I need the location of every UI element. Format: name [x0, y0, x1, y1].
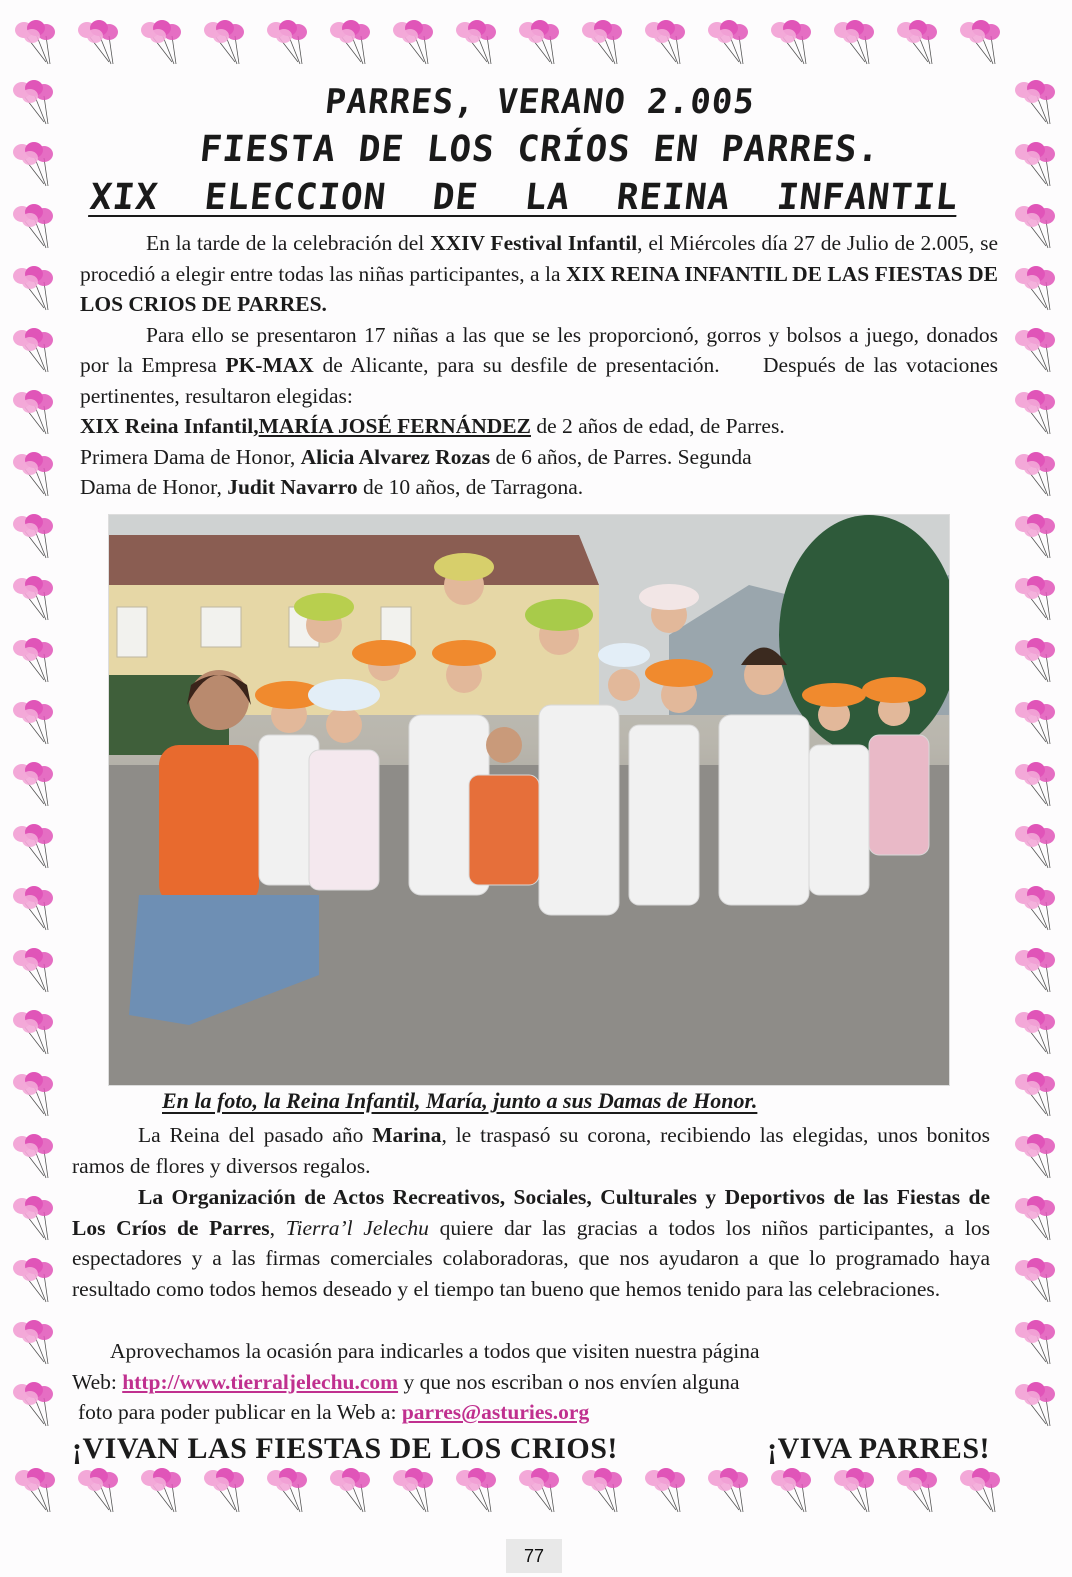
- balloon-icon: [516, 1466, 568, 1518]
- balloon-icon: [516, 18, 568, 70]
- balloon-icon: [138, 18, 190, 70]
- balloon-icon: [10, 202, 62, 254]
- balloon-icon: [1012, 1194, 1064, 1246]
- text: Dama de Honor,: [80, 475, 228, 499]
- balloon-icon: [10, 636, 62, 688]
- last-queen-name: Marina: [372, 1123, 442, 1147]
- balloon-icon: [10, 822, 62, 874]
- balloon-icon: [10, 1194, 62, 1246]
- balloon-icon: [1012, 822, 1064, 874]
- balloon-icon: [390, 1466, 442, 1518]
- title-line-1: PARRES, VERANO 2.005: [323, 82, 757, 122]
- balloon-icon: [264, 1466, 316, 1518]
- balloon-icon: [1012, 760, 1064, 812]
- text: foto para poder publicar en la Web a:: [78, 1400, 402, 1424]
- text: La Reina del pasado año: [138, 1123, 373, 1147]
- balloon-icon: [1012, 388, 1064, 440]
- dama1-name: Alicia Alvarez Rozas: [300, 444, 491, 469]
- web-paragraph: [72, 1336, 952, 1428]
- balloon-icon: [390, 18, 442, 70]
- balloon-icon: [1012, 78, 1064, 130]
- balloon-icon: [327, 18, 379, 70]
- balloon-icon: [10, 512, 62, 564]
- text: de 10 años, de Tarragona.: [357, 475, 584, 499]
- balloon-icon: [705, 1466, 757, 1518]
- balloon-icon: [138, 1466, 190, 1518]
- thanks-paragraph: [72, 1182, 990, 1304]
- page-title: [80, 78, 1000, 222]
- text: , el Miércoles día 27 de Julio de 2.005, se procedió a elegir entre todas las niñas participantes, a la: [80, 231, 998, 286]
- balloon-icon: [264, 18, 316, 70]
- balloon-icon: [642, 1466, 694, 1518]
- text: En la tarde de la celebración del: [146, 231, 431, 255]
- text: Después de las votaciones pertinentes, resultaron elegidas:: [80, 353, 998, 408]
- balloon-icon: [1012, 636, 1064, 688]
- balloon-icon: [12, 1466, 64, 1518]
- association-name: Tierra’l Jelechu: [285, 1215, 429, 1240]
- queen-label: XIX Reina Infantil,: [80, 414, 259, 438]
- text: quiere dar las gracias a todos los niños participantes, a los espectadores y a las firmas comerciales colaboradoras, que nos ayudaron a que lo programado haya resultado como todos hemos deseado y el tiempo tan bueno que hemos tenido para las celebraciones.: [72, 1215, 990, 1301]
- balloon-icon: [1012, 1318, 1064, 1370]
- balloon-icon: [10, 388, 62, 440]
- balloon-icon: [10, 1380, 62, 1432]
- text: de 2 años de edad, de Parres.: [530, 414, 785, 438]
- text: , le traspasó su corona, recibiendo las elegidas, unos bonitos ramos de flores y diversos regalos.: [72, 1123, 990, 1178]
- text: Para ello se presentaron 17 niñas a las que se les proporcionó, gorros y bolsos a juego, donados por la Empresa: [80, 322, 998, 377]
- text: Aprovechamos la ocasión para indicarles a todos que visiten nuestra página: [110, 1339, 760, 1363]
- balloon-icon: [10, 1070, 62, 1122]
- balloon-icon: [1012, 1070, 1064, 1122]
- text: de Alicante, para su desfile de presentación.: [313, 353, 720, 377]
- intro-paragraph: [80, 228, 998, 503]
- balloon-icon: [75, 1466, 127, 1518]
- photo-caption: En la foto, la Reina Infantil, María, junto a sus Damas de Honor.: [162, 1088, 758, 1113]
- balloon-icon: [453, 18, 505, 70]
- balloon-icon: [642, 18, 694, 70]
- balloon-icon: [10, 140, 62, 192]
- website-link[interactable]: http://www.tierraljelechu.com: [122, 1369, 399, 1394]
- balloon-icon: [1012, 326, 1064, 378]
- balloon-icon: [10, 1132, 62, 1184]
- balloon-icon: [10, 450, 62, 502]
- dama2-name: Judit Navarro: [227, 475, 358, 499]
- balloon-icon: [1012, 698, 1064, 750]
- balloon-icon: [75, 18, 127, 70]
- sponsor-name: PK-MAX: [225, 353, 314, 377]
- page-number: 77: [506, 1539, 562, 1573]
- balloon-icon: [1012, 1008, 1064, 1060]
- balloon-icon: [1012, 1256, 1064, 1308]
- balloon-icon: [10, 1008, 62, 1060]
- balloon-icon: [10, 698, 62, 750]
- balloon-icon: [10, 760, 62, 812]
- balloon-icon: [327, 1466, 379, 1518]
- balloon-icon: [831, 18, 883, 70]
- balloon-icon: [1012, 512, 1064, 564]
- balloon-icon: [10, 946, 62, 998]
- balloon-icon: [1012, 574, 1064, 626]
- balloon-icon: [1012, 884, 1064, 936]
- balloon-icon: [1012, 140, 1064, 192]
- balloon-icon: [201, 18, 253, 70]
- balloon-icon: [1012, 264, 1064, 316]
- balloon-icon: [579, 18, 631, 70]
- balloon-icon: [957, 18, 1009, 70]
- text: y que nos escriban o nos envíen alguna: [398, 1369, 740, 1394]
- group-photo: [108, 514, 950, 1086]
- title-line-3: XIX ELECCION DE LA REINA INFANTIL: [87, 177, 961, 218]
- balloon-icon: [579, 1466, 631, 1518]
- reina-title: XIX REINA INFANTIL DE LAS FIESTAS DE LOS CRIOS DE PARRES.: [80, 261, 998, 316]
- organization-name: La Organización de Actos Recreativos, Sociales, Culturales y Deportivos de las Fiestas de Los Críos de Parres: [72, 1185, 990, 1240]
- balloon-icon: [1012, 946, 1064, 998]
- balloon-icon: [201, 1466, 253, 1518]
- crown-paragraph: [72, 1120, 990, 1181]
- title-line-2: FIESTA DE LOS CRÍOS EN PARRES.: [197, 129, 883, 170]
- balloon-icon: [894, 1466, 946, 1518]
- balloon-icon: [768, 1466, 820, 1518]
- closing-slogans: [72, 1432, 990, 1466]
- balloon-icon: [10, 884, 62, 936]
- queen-name: MARÍA JOSÉ FERNÁNDEZ: [258, 414, 531, 438]
- balloon-icon: [10, 574, 62, 626]
- text: Primera Dama de Honor,: [80, 444, 301, 469]
- balloon-icon: [705, 18, 757, 70]
- balloon-icon: [1012, 1132, 1064, 1184]
- balloon-icon: [831, 1466, 883, 1518]
- balloon-icon: [894, 18, 946, 70]
- text: Web:: [72, 1369, 123, 1394]
- balloon-icon: [1012, 450, 1064, 502]
- balloon-icon: [10, 326, 62, 378]
- balloon-icon: [10, 264, 62, 316]
- balloon-icon: [453, 1466, 505, 1518]
- balloon-icon: [768, 18, 820, 70]
- balloon-icon: [1012, 1380, 1064, 1432]
- text: ,: [269, 1215, 286, 1240]
- slogan-fiestas: ¡VIVAN LAS FIESTAS DE LOS CRIOS!: [72, 1432, 618, 1465]
- slogan-parres: ¡VIVA PARRES!: [767, 1432, 990, 1465]
- balloon-icon: [10, 1256, 62, 1308]
- balloon-icon: [10, 1318, 62, 1370]
- balloon-icon: [12, 18, 64, 70]
- balloon-icon: [10, 78, 62, 130]
- email-link[interactable]: parres@asturies.org: [401, 1400, 590, 1424]
- festival-name: XXIV Festival Infantil: [430, 231, 638, 255]
- balloon-icon: [1012, 202, 1064, 254]
- text: de 6 años, de Parres. Segunda: [490, 444, 752, 469]
- balloon-icon: [957, 1466, 1009, 1518]
